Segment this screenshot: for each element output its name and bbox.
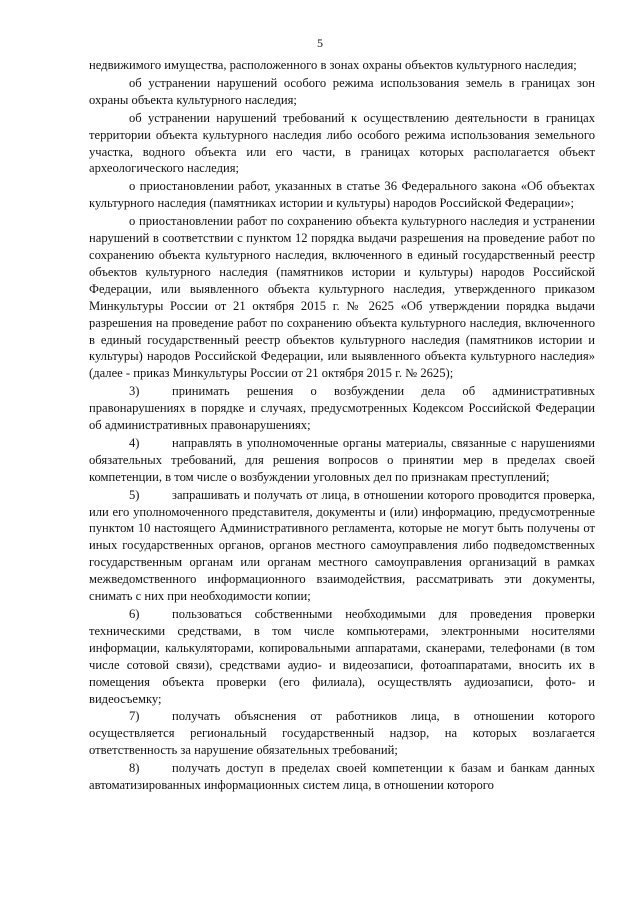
numbered-item: [89, 435, 595, 486]
item-number: 3): [129, 384, 140, 399]
item-number: 8): [129, 761, 140, 776]
item-text: запрашивать и получать от лица, в отношении которого проводится проверка, или его уполномоченного представителя, документы и (или) информацию, предусмотренные пунктом 10 настоящего Административного регламента, которые не могут быть получены от иных государственных органов, органов местного самоуправления либо подведомственных государственным органам или органам местного самоуправления организаций в рамках межведомственного информационного взаимодействия, рассматривать эти документы, снимать с них при необходимости копии;: [89, 487, 595, 604]
item-number: 5): [129, 487, 140, 502]
paragraph: о приостановлении работ, указанных в статье 36 Федерального закона «Об объектах культурного наследия (памятниках истории и культуры) народов Российской Федерации»;: [89, 179, 595, 211]
paragraph: о приостановлении работ по сохранению объекта культурного наследия и устранении нарушений в соответствии с пунктом 12 порядка выдачи разрешения на проведение работ по сохранению объекта культурного наследия, включенного в единый государственный реестр объектов культурного наследия (памятников истории и культуры) народов Российской Федерации, или выявленного объекта культурного наследия, утвержденного приказом Минкультуры России от 21 октября 2015 г. № 2625 «Об утверждении порядка выдачи разрешения на проведение работ по сохранению объекта культурного наследия, включенного в единый государственный реестр объектов культурного наследия (памятников истории и культуры) народов Российской Федерации, или выявленного объекта культурного наследия» (далее - приказ Минкультуры России от 21 октября 2015 г. № 2625);: [89, 214, 595, 381]
numbered-item: [89, 708, 595, 759]
document-body: [89, 57, 595, 795]
page-number: 5: [317, 36, 323, 50]
item-text: получать объяснения от работников лица, в отношении которого осуществляется региональный государственный надзор, на которых возлагается ответственность за нарушение обязательных требований;: [89, 709, 595, 758]
item-text: получать доступ в пределах своей компетенции к базам и банкам данных автоматизированных информационных систем лица, в отношении которого: [89, 761, 595, 793]
paragraph: об устранении нарушений особого режима использования земель в границах зон охраны объекта культурного наследия;: [89, 75, 595, 107]
item-number: 7): [129, 709, 140, 724]
item-text: направлять в уполномоченные органы материалы, связанные с нарушениями обязательных требований, для решения вопросов о принятии мер в пределах своей компетенции, в том числе о возбуждении уголовных дел по признакам преступлений;: [89, 435, 595, 484]
numbered-item: [89, 383, 595, 434]
item-text: пользоваться собственными необходимыми для проведения проверки техническими средствами, в том числе компьютерами, электронными носителями информации, калькуляторами, копировальными аппаратами, сканерами, телефонами (в том числе сотовой связи), средствами аудио- и видеозаписи, фотоаппаратами, вносить их в помещения объекта проверки (его филиала), осуществлять аудиозаписи, фото- и видеосъемку;: [89, 607, 595, 706]
paragraph: об устранении нарушений требований к осуществлению деятельности в границах территории объекта культурного наследия либо особого режима использования земельного участка, водного объекта или его части, в границах которых располагается объект археологического наследия;: [89, 110, 595, 176]
item-text: принимать решения о возбуждении дела об административных правонарушениях в порядке и случаях, предусмотренных Кодексом Российской Федерации об административных правонарушениях;: [89, 384, 595, 433]
item-number: 6): [129, 607, 140, 621]
numbered-item: [89, 760, 595, 794]
numbered-item: [89, 487, 595, 605]
item-number: 4): [129, 435, 140, 450]
paragraph-continuation: недвижимого имущества, расположенного в зонах охраны объектов культурного наследия;: [89, 58, 577, 72]
numbered-item: [89, 606, 595, 707]
